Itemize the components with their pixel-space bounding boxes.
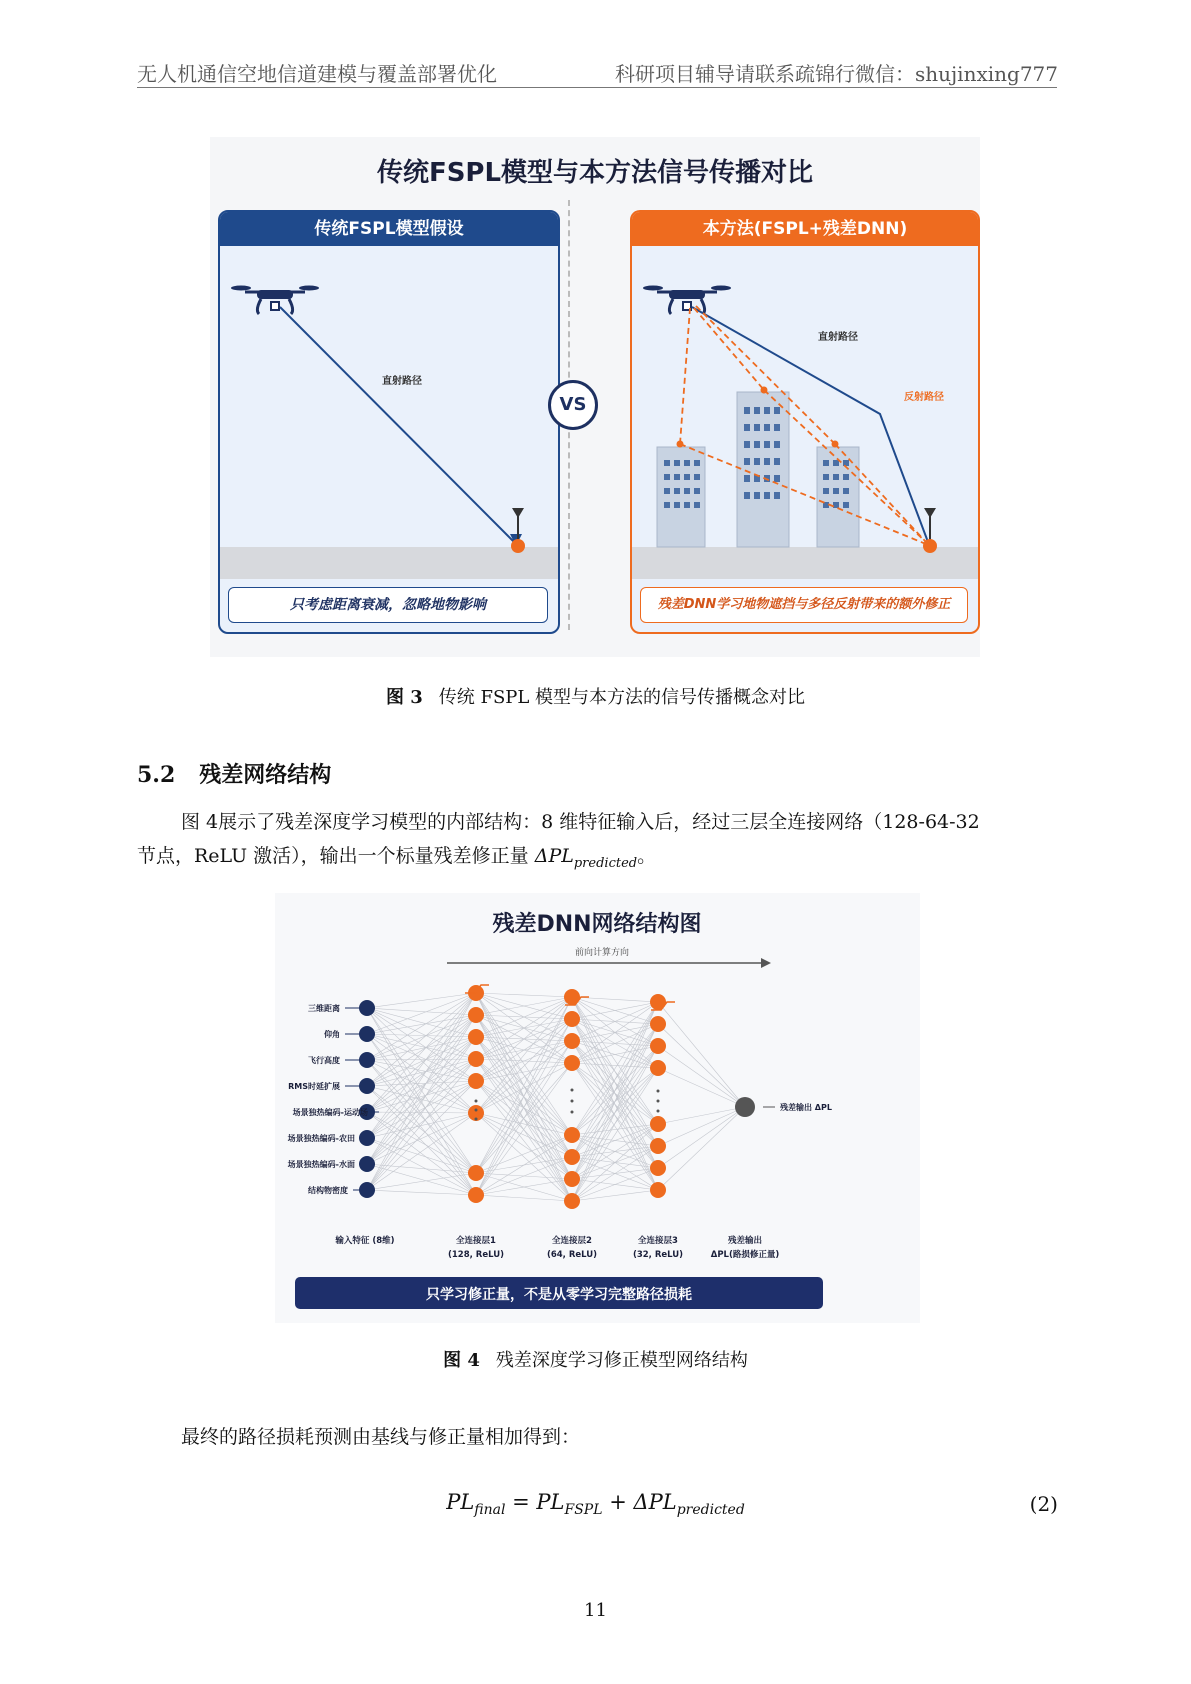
feature-label: 仰角 <box>324 1030 340 1039</box>
ellipsis-dot <box>475 1100 478 1103</box>
layer-name: 全连接层1 <box>456 1236 496 1246</box>
hidden-node <box>564 1011 580 1027</box>
connection-line <box>476 1113 572 1201</box>
hidden-node <box>650 1138 666 1154</box>
connection-line <box>367 1190 476 1195</box>
method-scene <box>632 212 978 632</box>
connection-line <box>367 1112 476 1113</box>
paragraph-1-math-sub: predicted <box>573 855 638 871</box>
connection-line <box>476 1081 572 1135</box>
direct-path-label: 直射路径 <box>382 376 422 387</box>
fspl-panel-title: 传统FSPL模型假设 <box>220 212 558 246</box>
method-panel-title: 本方法(FSPL+残差DNN) <box>632 212 978 246</box>
hidden-node <box>650 1038 666 1054</box>
equation-number: (2) <box>1029 1492 1058 1516</box>
connection-line <box>476 1113 572 1135</box>
hidden-node <box>564 1127 580 1143</box>
feature-label: 场景独热编码-农田 <box>287 1134 355 1143</box>
hidden-node <box>564 1171 580 1187</box>
figure-4-caption <box>0 1346 1191 1372</box>
connection-line <box>367 1173 476 1190</box>
figure-3-caption-text: 传统 FSPL 模型与本方法的信号传播概念对比 <box>438 687 806 708</box>
ellipsis-dot <box>657 1100 660 1103</box>
paragraph-1-line-1: 图 4展示了残差深度学习模型的内部结构：8 维特征输入后，经过三层全连接网络（128-64-32 <box>181 811 980 833</box>
figure-4-caption-number: 图 4 <box>443 1350 480 1371</box>
section-number: 5.2 <box>137 762 176 788</box>
hidden-node <box>650 1060 666 1076</box>
figure-3-caption <box>0 683 1191 709</box>
hidden-node <box>468 1187 484 1203</box>
eq-lhs: PL <box>446 1490 475 1514</box>
ellipsis-dot <box>475 1109 478 1112</box>
ellipsis-dot <box>657 1090 660 1093</box>
connection-line <box>476 1019 572 1195</box>
connection-line <box>367 1034 476 1195</box>
ground <box>220 547 558 579</box>
hidden-node <box>564 1193 580 1209</box>
header-left-title: 无人机通信空地信道建模与覆盖部署优化 <box>137 62 497 86</box>
feature-label: 飞行高度 <box>308 1056 340 1065</box>
direct-path-label: 直射路径 <box>818 332 858 343</box>
dnn-diagram <box>275 893 920 1323</box>
input-feature-labels <box>288 1003 368 1195</box>
eq-rhs-sub: predicted <box>676 1502 745 1519</box>
connection-line <box>572 1019 658 1124</box>
ellipsis-dot <box>571 1111 574 1114</box>
feature-label: 三维距离 <box>308 1004 340 1013</box>
hidden-node <box>564 1033 580 1049</box>
figure-3-caption-number: 图 3 <box>385 687 423 708</box>
output-node <box>735 1097 755 1117</box>
connection-line <box>367 1015 476 1034</box>
connection-line <box>367 993 476 1086</box>
layer-sub: ΔPL(路损修正量) <box>710 1250 780 1260</box>
hidden-node <box>468 1051 484 1067</box>
connections <box>367 993 745 1201</box>
feature-label: 结构物密度 <box>308 1186 348 1195</box>
page-number: 11 <box>584 1600 607 1621</box>
hidden-node <box>650 1160 666 1176</box>
method-panel <box>630 210 980 634</box>
figure-4-caption-text: 残差深度学习修正模型网络结构 <box>495 1350 748 1371</box>
hidden-node <box>650 1116 666 1132</box>
connection-line <box>367 993 476 1034</box>
connection-line <box>572 1024 658 1201</box>
hidden-node <box>468 1073 484 1089</box>
layer-sub: (64, ReLU) <box>546 1250 598 1260</box>
paragraph-1-end: 。 <box>637 845 657 867</box>
layer-name: 全连接层2 <box>552 1236 592 1246</box>
connection-line <box>658 1107 745 1168</box>
connection-line <box>572 1190 658 1201</box>
building-tall <box>737 392 789 547</box>
ellipsis-dot <box>657 1110 660 1113</box>
fspl-panel <box>218 210 560 634</box>
figure-4-title: 残差DNN网络结构图 <box>492 912 702 937</box>
connection-line <box>476 993 572 997</box>
connection-line <box>367 1138 476 1173</box>
section-heading <box>137 758 331 789</box>
direction-label: 前向计算方向 <box>574 948 630 958</box>
header-rule <box>137 87 1057 88</box>
connection-line <box>476 1195 572 1201</box>
connection-line <box>572 1146 658 1201</box>
paragraph-1-math: ΔPL <box>534 845 574 867</box>
ellipsis-dot <box>571 1089 574 1092</box>
feature-label: RMS时延扩展 <box>288 1082 340 1091</box>
connection-line <box>476 1081 572 1157</box>
ellipsis-dot <box>571 1100 574 1103</box>
paragraph-1-text: 节点，ReLU 激活），输出一个标量残差修正量 <box>137 845 535 867</box>
fspl-scene <box>220 212 558 632</box>
connection-line <box>572 1168 658 1201</box>
connection-line <box>476 997 572 1173</box>
fspl-note: 只考虑距离衰减，忽略地物影响 <box>228 587 548 623</box>
hidden-node <box>650 1182 666 1198</box>
method-note: 残差DNN学习地物遮挡与多径反射带来的额外修正 <box>640 587 968 623</box>
drone-icon <box>643 286 731 315</box>
eq-lhs-sub: final <box>474 1502 506 1519</box>
ellipsis-dot <box>475 1118 478 1121</box>
layer-name: 残差输出 <box>727 1236 763 1246</box>
direct-path-line <box>280 307 516 544</box>
connection-line <box>658 1107 745 1190</box>
eq-plus: + ΔPL <box>602 1490 677 1514</box>
paragraph-2: 最终的路径损耗预测由基线与修正量相加得到： <box>181 1426 581 1448</box>
layer-name: 全连接层3 <box>638 1236 678 1246</box>
output-label: 残差输出 ΔPL <box>780 1103 832 1112</box>
connection-line <box>476 997 572 1037</box>
connection-line <box>658 1107 745 1124</box>
connection-line <box>658 1024 745 1107</box>
hidden-node <box>468 1165 484 1181</box>
connection-line <box>476 1179 572 1195</box>
connection-line <box>367 1015 476 1086</box>
connection-line <box>658 1068 745 1107</box>
connection-line <box>476 1063 572 1195</box>
reflect-path-label: 反射路径 <box>904 392 944 403</box>
connection-line <box>367 1060 476 1113</box>
layer-sub: (128, ReLU) <box>447 1250 505 1260</box>
direction-arrow-head <box>761 958 771 968</box>
reflect-paths <box>680 306 926 544</box>
hidden-node <box>468 1029 484 1045</box>
hidden-node <box>650 1016 666 1032</box>
feature-label: 场景独热编码-水面 <box>287 1160 355 1169</box>
drone-icon <box>231 286 319 315</box>
banner-text: 只学习修正量，不是从零学习完整路径损耗 <box>426 1287 692 1303</box>
hidden-node <box>564 1055 580 1071</box>
connection-line <box>367 1059 476 1138</box>
feature-label: 场景独热编码-运动场 <box>292 1108 368 1117</box>
antenna-icon <box>511 508 525 553</box>
vs-badge: VS <box>548 380 598 430</box>
connection-line <box>367 1008 476 1015</box>
eq-mid-sub: FSPL <box>564 1502 603 1519</box>
connection-line <box>658 1107 745 1146</box>
figure-3-title: 传统FSPL模型与本方法信号传播对比 <box>376 158 814 188</box>
building-left <box>657 447 705 547</box>
equation-2 <box>0 1490 1191 1518</box>
connection-line <box>367 1060 476 1195</box>
header-right-contact: 科研项目辅导请联系疏锦行微信：shujinxing777 <box>614 62 1058 86</box>
connection-line <box>367 993 476 1008</box>
connection-line <box>658 1002 745 1107</box>
layer-name: 输入特征 (8维) <box>335 1236 395 1246</box>
paragraph-1-line-2 <box>137 839 1057 881</box>
connection-line <box>367 993 476 1060</box>
section-title: 残差网络结构 <box>199 762 332 788</box>
connection-line <box>476 997 572 1081</box>
layer-labels <box>334 1235 779 1260</box>
layer-sub: (32, ReLU) <box>632 1250 684 1260</box>
antenna-icon <box>923 508 937 553</box>
connection-line <box>572 1068 658 1201</box>
hidden-node <box>564 1149 580 1165</box>
connection-line <box>658 1046 745 1107</box>
connection-line <box>367 1034 476 1173</box>
hidden-node <box>468 1007 484 1023</box>
eq-mid: = PL <box>505 1490 565 1514</box>
